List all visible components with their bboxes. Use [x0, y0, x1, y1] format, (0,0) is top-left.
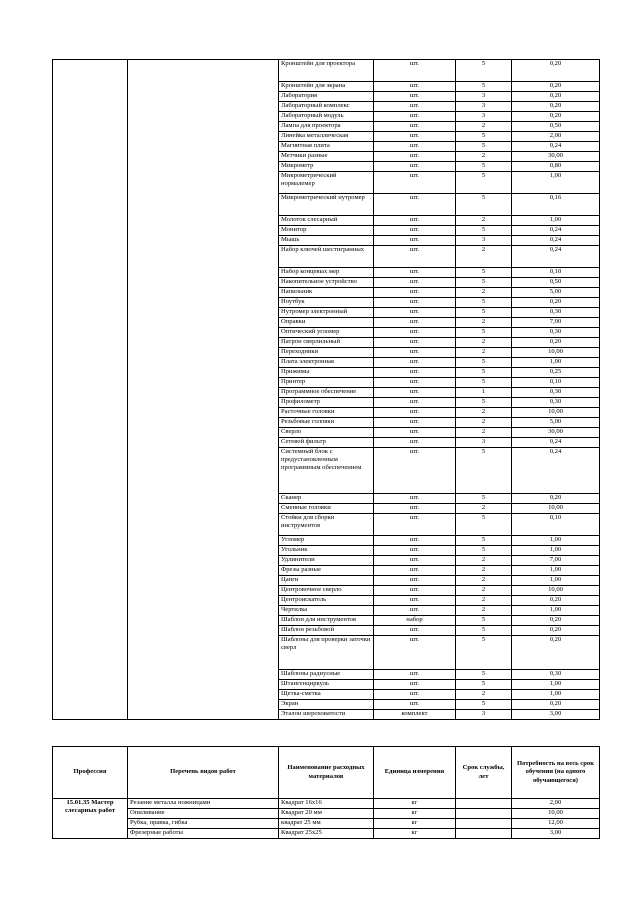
term-cell: 2	[456, 566, 512, 576]
unit-cell: шт.	[374, 142, 456, 152]
need-cell: 30,00	[512, 152, 600, 162]
unit-cell: шт.	[374, 680, 456, 690]
equipment-name: Набор ключей шестигранных	[279, 246, 374, 268]
equipment-name: Магнитная плита	[279, 142, 374, 152]
unit-cell: шт.	[374, 246, 456, 268]
term-cell: 5	[456, 194, 512, 216]
term-cell: 5	[456, 132, 512, 142]
table-row	[53, 829, 600, 839]
need-cell: 0,20	[512, 82, 600, 92]
equipment-name: Эталон шероховатости	[279, 710, 374, 720]
material-cell: Квадрат 20 мм	[279, 809, 374, 819]
need-cell: 0,20	[512, 60, 600, 82]
need-cell: 0,20	[512, 102, 600, 112]
term-cell: 5	[456, 82, 512, 92]
term-cell: 3	[456, 236, 512, 246]
unit-cell: шт.	[374, 428, 456, 438]
unit-cell: шт.	[374, 378, 456, 388]
need-cell: 5,00	[512, 288, 600, 298]
header-works: Перечень видов работ	[128, 747, 279, 799]
equipment-name: Чертилка	[279, 606, 374, 616]
unit-cell: шт.	[374, 576, 456, 586]
need-cell: 0,10	[512, 514, 600, 536]
term-cell: 5	[456, 636, 512, 670]
need-cell: 2,00	[512, 799, 600, 809]
equipment-name: Шаблон для инструментов	[279, 616, 374, 626]
equipment-name: Щетка-сметка	[279, 690, 374, 700]
equipment-name: Центроискатель	[279, 596, 374, 606]
unit-cell: шт.	[374, 82, 456, 92]
work-cell: Фрезерные работы	[128, 829, 279, 839]
unit-cell: шт.	[374, 586, 456, 596]
term-cell: 3	[456, 710, 512, 720]
need-cell: 0,30	[512, 398, 600, 408]
need-cell: 0,50	[512, 122, 600, 132]
unit-cell: кг	[374, 809, 456, 819]
term-cell: 5	[456, 494, 512, 504]
works-cell	[128, 60, 279, 720]
material-cell: квадрат 25 мм	[279, 819, 374, 829]
need-cell: 0,24	[512, 226, 600, 236]
need-cell: 0,20	[512, 298, 600, 308]
need-cell: 30,00	[512, 428, 600, 438]
unit-cell: кг	[374, 819, 456, 829]
term-cell: 5	[456, 308, 512, 318]
work-cell: Рубка, правка, гибка	[128, 819, 279, 829]
unit-cell: шт.	[374, 298, 456, 308]
equipment-name: Кронштейн для проектора	[279, 60, 374, 82]
table-row	[53, 819, 600, 829]
equipment-name: Центровочное сверло	[279, 586, 374, 596]
unit-cell: шт.	[374, 448, 456, 494]
unit-cell: шт.	[374, 328, 456, 338]
term-cell	[456, 799, 512, 809]
unit-cell: комплект	[374, 710, 456, 720]
equipment-name: Мышь	[279, 236, 374, 246]
term-cell: 2	[456, 586, 512, 596]
equipment-name: Сетевой фильтр	[279, 438, 374, 448]
need-cell: 1,00	[512, 546, 600, 556]
unit-cell: шт.	[374, 358, 456, 368]
unit-cell: шт.	[374, 418, 456, 428]
need-cell: 2,00	[512, 132, 600, 142]
header-need: Потребность на весь срок обучения (на одного обучающегося)	[512, 747, 600, 799]
equipment-name: Молоток слесарный	[279, 216, 374, 226]
need-cell: 1,00	[512, 216, 600, 226]
unit-cell: шт.	[374, 596, 456, 606]
term-cell: 5	[456, 60, 512, 82]
equipment-name: Нутромер электронный	[279, 308, 374, 318]
need-cell: 0,30	[512, 328, 600, 338]
term-cell: 2	[456, 418, 512, 428]
term-cell: 2	[456, 606, 512, 616]
unit-cell: шт.	[374, 92, 456, 102]
need-cell: 0,30	[512, 308, 600, 318]
term-cell	[456, 819, 512, 829]
equipment-name: Сканер	[279, 494, 374, 504]
need-cell: 1,00	[512, 576, 600, 586]
equipment-name: Стойки для сборки инструментов	[279, 514, 374, 536]
unit-cell: шт.	[374, 398, 456, 408]
profession-name: 15.01.35 Мастер слесарных работ	[53, 799, 128, 839]
unit-cell: шт.	[374, 102, 456, 112]
need-cell: 3,00	[512, 829, 600, 839]
need-cell: 0,20	[512, 596, 600, 606]
unit-cell: шт.	[374, 606, 456, 616]
work-cell: Резание металла ножницами	[128, 799, 279, 809]
term-cell: 2	[456, 690, 512, 700]
term-cell: 5	[456, 298, 512, 308]
term-cell: 5	[456, 278, 512, 288]
unit-cell: шт.	[374, 494, 456, 504]
term-cell: 2	[456, 556, 512, 566]
unit-cell: шт.	[374, 308, 456, 318]
unit-cell: шт.	[374, 60, 456, 82]
need-cell: 1,00	[512, 172, 600, 194]
term-cell: 5	[456, 268, 512, 278]
equipment-name: Плата электронная	[279, 358, 374, 368]
equipment-name: Патрон сверлильный	[279, 338, 374, 348]
unit-cell: шт.	[374, 226, 456, 236]
need-cell: 0,20	[512, 700, 600, 710]
unit-cell: шт.	[374, 122, 456, 132]
unit-cell: шт.	[374, 408, 456, 418]
term-cell: 5	[456, 448, 512, 494]
term-cell: 2	[456, 318, 512, 328]
equipment-name: Напильник	[279, 288, 374, 298]
unit-cell: шт.	[374, 546, 456, 556]
equipment-name: Программное обеспечение	[279, 388, 374, 398]
term-cell: 5	[456, 616, 512, 626]
equipment-name: Угломер	[279, 536, 374, 546]
equipment-name: Профилометр	[279, 398, 374, 408]
need-cell: 0,24	[512, 142, 600, 152]
unit-cell: шт.	[374, 556, 456, 566]
table-row	[53, 60, 600, 82]
need-cell: 1,00	[512, 680, 600, 690]
need-cell: 10,00	[512, 504, 600, 514]
unit-cell: шт.	[374, 338, 456, 348]
term-cell: 5	[456, 162, 512, 172]
need-cell: 3,00	[512, 710, 600, 720]
need-cell: 0,10	[512, 378, 600, 388]
term-cell: 2	[456, 576, 512, 586]
need-cell: 0,24	[512, 236, 600, 246]
need-cell: 0,20	[512, 494, 600, 504]
need-cell: 0,16	[512, 194, 600, 216]
unit-cell: шт.	[374, 152, 456, 162]
term-cell: 5	[456, 546, 512, 556]
equipment-name: Набор концевых мер	[279, 268, 374, 278]
term-cell: 5	[456, 142, 512, 152]
term-cell: 5	[456, 378, 512, 388]
materials-table	[52, 746, 600, 839]
equipment-name: Системный блок с предустановленным программным обеспечением	[279, 448, 374, 494]
equipment-name: Шаблон резьбовой	[279, 626, 374, 636]
header-term: Срок службы, лет	[456, 747, 512, 799]
term-cell: 3	[456, 112, 512, 122]
term-cell: 5	[456, 358, 512, 368]
term-cell: 5	[456, 680, 512, 690]
equipment-name: Лаборатория	[279, 92, 374, 102]
unit-cell: шт.	[374, 216, 456, 226]
material-cell: Квадрат 25х25	[279, 829, 374, 839]
equipment-name: Кронштейн для экрана	[279, 82, 374, 92]
equipment-name: Переходники	[279, 348, 374, 358]
materials-header-row	[53, 747, 600, 799]
equipment-name: Сверло	[279, 428, 374, 438]
equipment-name: Прижимы	[279, 368, 374, 378]
equipment-name: Штангенциркуль	[279, 680, 374, 690]
equipment-name: Лампа для проектора	[279, 122, 374, 132]
term-cell: 1	[456, 388, 512, 398]
equipment-name: Оптический угломер	[279, 328, 374, 338]
unit-cell: шт.	[374, 318, 456, 328]
term-cell: 2	[456, 428, 512, 438]
equipment-name: Удлинители	[279, 556, 374, 566]
equipment-name: Микрометр	[279, 162, 374, 172]
unit-cell: шт.	[374, 132, 456, 142]
unit-cell: шт.	[374, 566, 456, 576]
equipment-name: Расточные головки	[279, 408, 374, 418]
need-cell: 10,00	[512, 348, 600, 358]
unit-cell: шт.	[374, 112, 456, 122]
header-profession: Профессия	[53, 747, 128, 799]
term-cell: 5	[456, 670, 512, 680]
need-cell: 0,30	[512, 670, 600, 680]
need-cell: 1,00	[512, 566, 600, 576]
need-cell: 0,30	[512, 388, 600, 398]
need-cell: 12,00	[512, 819, 600, 829]
need-cell: 0,20	[512, 626, 600, 636]
term-cell: 5	[456, 626, 512, 636]
unit-cell: шт.	[374, 236, 456, 246]
equipment-name: Микрометрический нутромер	[279, 194, 374, 216]
unit-cell: шт.	[374, 438, 456, 448]
unit-cell: шт.	[374, 194, 456, 216]
header-materials: Наименование расходных материалов	[279, 747, 374, 799]
unit-cell: набор	[374, 616, 456, 626]
equipment-name: Микрометрический нормалемер	[279, 172, 374, 194]
equipment-name: Лабораторный комплекс	[279, 102, 374, 112]
equipment-name: Шаблоны для проверки заточки сверл	[279, 636, 374, 670]
need-cell: 0,20	[512, 338, 600, 348]
unit-cell: шт.	[374, 626, 456, 636]
need-cell: 0,10	[512, 268, 600, 278]
term-cell: 2	[456, 348, 512, 358]
need-cell: 10,00	[512, 408, 600, 418]
term-cell: 2	[456, 246, 512, 268]
need-cell: 10,00	[512, 586, 600, 596]
need-cell: 0,20	[512, 616, 600, 626]
equipment-name: Цанги	[279, 576, 374, 586]
unit-cell: шт.	[374, 700, 456, 710]
term-cell: 2	[456, 216, 512, 226]
need-cell: 5,00	[512, 418, 600, 428]
need-cell: 7,00	[512, 556, 600, 566]
unit-cell: шт.	[374, 288, 456, 298]
equipment-name: Шаблоны радиусные	[279, 670, 374, 680]
need-cell: 1,00	[512, 690, 600, 700]
unit-cell: шт.	[374, 670, 456, 680]
unit-cell: шт.	[374, 162, 456, 172]
need-cell: 0,24	[512, 246, 600, 268]
equipment-name: Монитор	[279, 226, 374, 236]
unit-cell: шт.	[374, 348, 456, 358]
need-cell: 0,20	[512, 636, 600, 670]
need-cell: 0,80	[512, 162, 600, 172]
work-cell: Опиливание	[128, 809, 279, 819]
term-cell: 2	[456, 152, 512, 162]
equipment-name: Метчики разные	[279, 152, 374, 162]
unit-cell: шт.	[374, 172, 456, 194]
unit-cell: шт.	[374, 636, 456, 670]
header-unit: Единица измерения	[374, 747, 456, 799]
term-cell: 5	[456, 226, 512, 236]
term-cell: 5	[456, 368, 512, 378]
unit-cell: шт.	[374, 690, 456, 700]
equipment-table	[52, 59, 600, 720]
unit-cell: шт.	[374, 268, 456, 278]
need-cell: 1,00	[512, 358, 600, 368]
term-cell: 2	[456, 338, 512, 348]
unit-cell: кг	[374, 799, 456, 809]
profession-cell	[53, 60, 128, 720]
table-row	[53, 799, 600, 809]
term-cell: 3	[456, 92, 512, 102]
equipment-name: Лабораторный модуль	[279, 112, 374, 122]
unit-cell: кг	[374, 829, 456, 839]
term-cell: 2	[456, 288, 512, 298]
need-cell: 0,20	[512, 92, 600, 102]
need-cell: 0,20	[512, 112, 600, 122]
term-cell: 3	[456, 438, 512, 448]
equipment-name: Экран	[279, 700, 374, 710]
need-cell: 0,25	[512, 368, 600, 378]
equipment-name: Оправки	[279, 318, 374, 328]
term-cell: 2	[456, 408, 512, 418]
need-cell: 10,00	[512, 809, 600, 819]
term-cell: 5	[456, 536, 512, 546]
table-row	[53, 809, 600, 819]
equipment-name: Сменные головки	[279, 504, 374, 514]
need-cell: 1,00	[512, 536, 600, 546]
term-cell: 3	[456, 102, 512, 112]
equipment-name: Линейка металлическая	[279, 132, 374, 142]
term-cell: 5	[456, 514, 512, 536]
need-cell: 0,24	[512, 438, 600, 448]
equipment-name: Ноутбук	[279, 298, 374, 308]
term-cell: 2	[456, 504, 512, 514]
material-cell: Квадрат 16х16	[279, 799, 374, 809]
term-cell: 2	[456, 596, 512, 606]
equipment-name: Угольник	[279, 546, 374, 556]
unit-cell: шт.	[374, 504, 456, 514]
equipment-name: Накопительное устройство	[279, 278, 374, 288]
term-cell: 2	[456, 122, 512, 132]
unit-cell: шт.	[374, 514, 456, 536]
need-cell: 0,24	[512, 448, 600, 494]
unit-cell: шт.	[374, 368, 456, 378]
term-cell	[456, 809, 512, 819]
term-cell: 5	[456, 398, 512, 408]
equipment-name: Резьбовые головки	[279, 418, 374, 428]
need-cell: 7,00	[512, 318, 600, 328]
unit-cell: шт.	[374, 278, 456, 288]
unit-cell: шт.	[374, 388, 456, 398]
need-cell: 0,50	[512, 278, 600, 288]
term-cell: 5	[456, 700, 512, 710]
term-cell: 5	[456, 328, 512, 338]
unit-cell: шт.	[374, 536, 456, 546]
term-cell	[456, 829, 512, 839]
need-cell: 1,00	[512, 606, 600, 616]
equipment-name: Принтер	[279, 378, 374, 388]
term-cell: 5	[456, 172, 512, 194]
equipment-name: Фрезы разные	[279, 566, 374, 576]
